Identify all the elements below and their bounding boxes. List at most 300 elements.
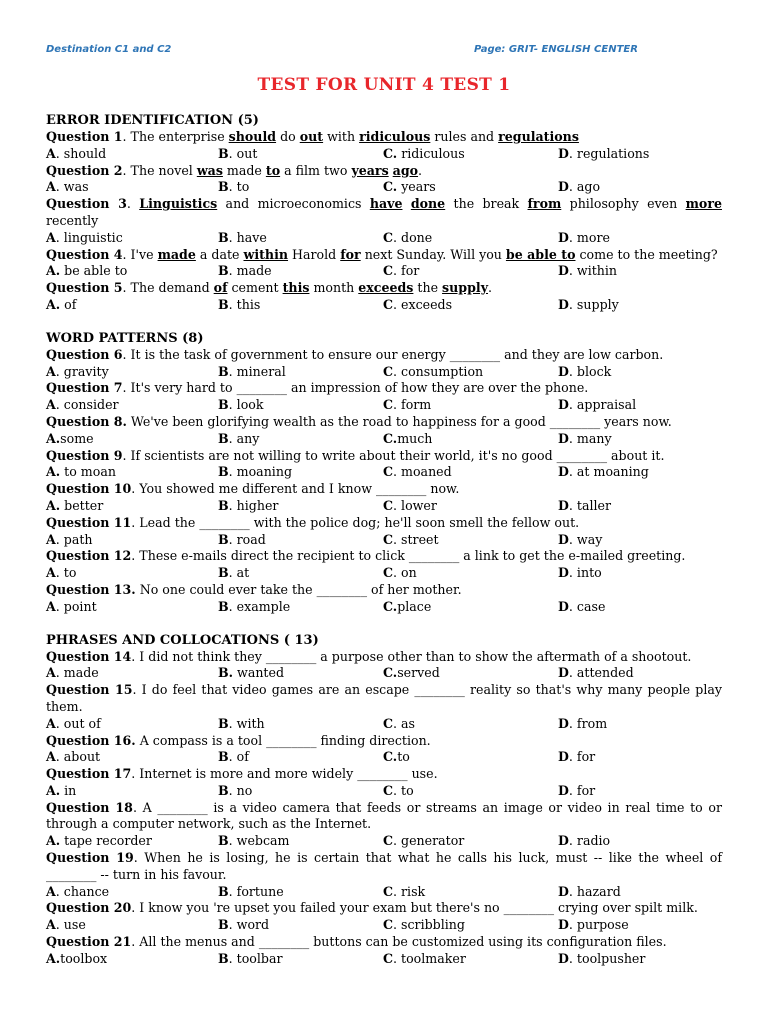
question-stem [46, 649, 722, 666]
question-label: Question 5 [46, 280, 123, 296]
question-text: . When he is losing, he is certain that what he calls his luck, must -- like the wheel of ________ -- turn in his favour. [46, 850, 723, 882]
option-text: . consumption [393, 363, 484, 379]
options-row [46, 951, 722, 968]
option-a [46, 833, 152, 850]
option-b [218, 665, 284, 682]
option-text: . example [228, 598, 291, 614]
section-spacer [46, 314, 722, 330]
option-letter: D [558, 464, 569, 480]
options-row [46, 599, 722, 616]
option-letter: D [558, 296, 569, 312]
question-text: . The enterprise [122, 129, 229, 144]
option-d [558, 665, 634, 682]
option-text: . form [393, 397, 432, 413]
option-text: much [397, 430, 433, 446]
options-row [46, 884, 722, 901]
question-text: philosophy even [561, 196, 686, 212]
option-text: . out of [55, 715, 101, 731]
option-b [218, 833, 289, 850]
underlined-word: have [369, 196, 403, 212]
question-label: Question 2 [46, 162, 123, 178]
option-a [46, 884, 109, 901]
question-stem [46, 163, 722, 180]
option-letter: C [383, 397, 394, 413]
options-row [46, 716, 722, 733]
underlined-word: this [282, 280, 310, 296]
option-letter: B [218, 749, 229, 765]
option-text: ridiculous [397, 145, 465, 161]
option-letter: A [46, 749, 56, 765]
question-label: Question 14 [46, 648, 132, 664]
question-stem [46, 548, 722, 565]
option-text: . taller [568, 497, 612, 513]
option-text: . exceeds [393, 296, 453, 312]
option-b [218, 749, 249, 766]
question-text: do [276, 129, 300, 144]
option-letter: B [218, 833, 229, 849]
option-text: . should [55, 145, 107, 161]
option-letter: C. [383, 598, 398, 614]
option-letter: A [46, 179, 56, 195]
option-d [558, 833, 610, 850]
option-text: . toolbar [228, 950, 283, 966]
option-letter: A. [46, 296, 61, 312]
option-c [383, 464, 452, 481]
option-text: . more [568, 229, 610, 245]
option-text: . moaned [393, 464, 452, 480]
question-stem [46, 766, 722, 783]
option-b [218, 498, 278, 515]
option-text: . was [55, 179, 89, 195]
option-letter: C [383, 950, 394, 966]
question-label: Question 8. [46, 413, 127, 429]
underlined-word: done [410, 196, 446, 212]
option-text: . consider [55, 397, 119, 413]
option-letter: C. [383, 430, 398, 446]
option-text: . with [228, 715, 265, 731]
options-row [46, 917, 722, 934]
question-label: Question 6 [46, 346, 123, 362]
option-d [558, 230, 610, 247]
underlined-word: regulations [498, 129, 579, 144]
option-a [46, 951, 107, 968]
option-text: . moaning [228, 464, 293, 480]
question-stem [46, 280, 722, 297]
option-c [383, 297, 452, 314]
option-letter: D [558, 598, 569, 614]
option-text: . purpose [568, 917, 629, 933]
question-label: Question 4 [46, 246, 123, 262]
option-d [558, 599, 605, 616]
option-c [383, 749, 410, 766]
options-row [46, 397, 722, 414]
option-b [218, 297, 260, 314]
option-d [558, 532, 602, 549]
option-letter: D [558, 565, 569, 581]
option-c [383, 599, 431, 616]
option-letter: A [46, 363, 56, 379]
question-text: . The novel [122, 162, 197, 178]
option-letter: B [218, 782, 229, 798]
options-row [46, 833, 722, 850]
option-a [46, 179, 89, 196]
question-text: . [126, 196, 140, 212]
question-stem [46, 682, 722, 716]
option-c [383, 498, 437, 515]
option-a [46, 297, 76, 314]
option-letter: D [558, 145, 569, 161]
underlined-word: for [340, 246, 361, 262]
section-title: WORD PATTERNS (8) [46, 330, 204, 346]
option-letter: B [218, 715, 229, 731]
option-text: . at [228, 565, 250, 581]
option-d [558, 716, 607, 733]
option-letter: C [383, 229, 394, 245]
option-text: . way [568, 531, 603, 547]
option-text: . no [228, 782, 253, 798]
option-text: . about [55, 749, 101, 765]
option-text: . from [568, 715, 608, 731]
option-letter: A. [46, 782, 61, 798]
option-text: . street [393, 531, 439, 547]
option-text: served [397, 665, 440, 681]
option-letter: B [218, 363, 229, 379]
option-text: . risk [393, 883, 426, 899]
question-text: . [418, 162, 423, 178]
question-text: . I've [122, 246, 158, 262]
option-letter: A [46, 565, 56, 581]
question-text: . A ________ is a video camera that feeds or streams an image or video in real time to or through a computer network, such as the Internet. [46, 799, 722, 832]
underlined-word: made [157, 246, 196, 262]
option-b [218, 716, 265, 733]
option-letter: D [558, 229, 569, 245]
option-d [558, 464, 649, 481]
question-text: We've been glorifying wealth as the road to happiness for a good ________ years now. [126, 413, 672, 429]
option-letter: A [46, 397, 56, 413]
question-text: with [323, 129, 360, 144]
option-letter: C [383, 531, 394, 547]
option-letter: B [218, 598, 229, 614]
option-c [383, 532, 439, 549]
option-text: . webcam [228, 833, 290, 849]
question-stem [46, 800, 722, 834]
option-letter: D [558, 397, 569, 413]
option-text: . radio [568, 833, 611, 849]
underlined-word: years [351, 162, 389, 178]
option-text: . generator [393, 833, 465, 849]
question-stem [46, 196, 722, 230]
option-c [383, 665, 440, 682]
question-text: next Sunday. Will you [360, 246, 506, 262]
option-d [558, 565, 602, 582]
question-stem [46, 129, 722, 146]
option-text: to moan [60, 464, 116, 480]
option-letter: A [46, 715, 56, 731]
question-text: rules and [430, 129, 499, 144]
option-text: . have [228, 229, 267, 245]
header-book-title: Destination C1 and C2 [46, 44, 172, 55]
option-letter: B [218, 497, 229, 513]
option-d [558, 917, 629, 934]
options-row [46, 179, 722, 196]
question-text: recently [46, 212, 99, 228]
option-b [218, 464, 292, 481]
option-text: . ago [568, 179, 601, 195]
option-letter: C. [383, 665, 398, 681]
underlined-word: within [243, 246, 289, 262]
option-letter: B [218, 397, 229, 413]
options-row [46, 498, 722, 515]
option-letter: A. [46, 430, 61, 446]
option-b [218, 179, 249, 196]
option-c [383, 884, 425, 901]
question-label: Question 16. [46, 732, 136, 748]
question-text: Harold [288, 246, 341, 262]
option-a [46, 464, 116, 481]
option-text: in [60, 782, 77, 798]
option-letter: A [46, 917, 56, 933]
option-text: . gravity [55, 363, 109, 379]
question-text: a film two [280, 162, 352, 178]
option-letter: C [383, 833, 394, 849]
option-letter: D [558, 950, 569, 966]
option-text: . higher [228, 497, 279, 513]
option-a [46, 431, 94, 448]
options-row [46, 749, 722, 766]
question-label: Question 12 [46, 548, 132, 564]
option-c [383, 397, 431, 414]
option-text: . block [568, 363, 612, 379]
option-d [558, 749, 595, 766]
option-letter: A [46, 145, 56, 161]
option-b [218, 599, 290, 616]
option-a [46, 783, 76, 800]
question-label: Question 19 [46, 850, 134, 866]
option-letter: C [383, 715, 394, 731]
option-letter: C [383, 363, 394, 379]
question-stem [46, 347, 722, 364]
question-text: . All the menus and ________ buttons can be customized using its configuration files. [131, 934, 667, 950]
option-letter: C [383, 782, 394, 798]
test-content [46, 112, 722, 968]
option-text: . mineral [228, 363, 286, 379]
options-row [46, 532, 722, 549]
options-row [46, 263, 722, 280]
option-letter: D [558, 263, 569, 279]
option-a [46, 146, 106, 163]
option-c [383, 565, 417, 582]
option-text: . attended [568, 665, 634, 681]
option-letter: D [558, 782, 569, 798]
option-d [558, 498, 611, 515]
option-d [558, 884, 621, 901]
option-b [218, 431, 259, 448]
question-stem [46, 900, 722, 917]
option-a [46, 498, 103, 515]
option-letter: A. [46, 497, 61, 513]
question-text: made [222, 162, 266, 178]
option-text: . path [55, 531, 93, 547]
question-text: . [488, 280, 493, 296]
option-letter: B [218, 263, 229, 279]
question-text [402, 196, 410, 211]
option-a [46, 364, 109, 381]
option-d [558, 783, 595, 800]
option-letter: B [218, 229, 229, 245]
options-row [46, 146, 722, 163]
option-letter: D [558, 363, 569, 379]
option-text: . supply [568, 296, 619, 312]
option-c [383, 431, 432, 448]
underlined-word: be able to [505, 246, 576, 262]
option-d [558, 431, 612, 448]
option-b [218, 783, 252, 800]
underlined-word: exceeds [358, 280, 414, 296]
option-letter: A [46, 229, 56, 245]
option-letter: C [383, 263, 394, 279]
option-b [218, 364, 286, 381]
option-c [383, 951, 466, 968]
option-b [218, 884, 284, 901]
option-text: . made [228, 263, 272, 279]
option-a [46, 397, 119, 414]
question-stem [46, 850, 722, 884]
option-letter: A [46, 531, 56, 547]
option-text: . for [393, 263, 420, 279]
option-text: . linguistic [55, 229, 123, 245]
option-b [218, 951, 283, 968]
option-letter: C [383, 565, 394, 581]
option-c [383, 917, 465, 934]
option-letter: B [218, 179, 229, 195]
option-text: better [60, 497, 104, 513]
option-text: . to [228, 179, 250, 195]
underlined-word: ago [392, 162, 419, 178]
question-label: Question 17 [46, 766, 132, 782]
option-text: . made [55, 665, 99, 681]
option-a [46, 665, 99, 682]
option-c [383, 179, 436, 196]
option-b [218, 146, 257, 163]
question-text: month [309, 280, 359, 296]
question-text: . You showed me different and I know ________ now. [131, 481, 460, 497]
underlined-word: Linguistics [139, 196, 218, 212]
option-text: toolbox [60, 950, 108, 966]
option-b [218, 565, 249, 582]
option-letter: C [383, 883, 394, 899]
option-c [383, 833, 464, 850]
option-b [218, 263, 272, 280]
question-text: the [413, 280, 443, 296]
option-text: . to [393, 782, 414, 798]
option-d [558, 146, 649, 163]
option-text: . to [55, 565, 77, 581]
option-text: . out [228, 145, 258, 161]
option-letter: A [46, 598, 56, 614]
option-letter: D [558, 531, 569, 547]
option-d [558, 179, 600, 196]
options-row [46, 364, 722, 381]
option-letter: C [383, 917, 394, 933]
option-letter: D [558, 917, 569, 933]
option-text: . done [393, 229, 433, 245]
question-text: . If scientists are not willing to write about their world, it's no good ________ about it. [122, 447, 665, 463]
underlined-word: out [299, 129, 324, 144]
option-letter: B [218, 917, 229, 933]
question-stem [46, 934, 722, 951]
option-text: . as [393, 715, 416, 731]
question-text: . I know you 're upset you failed your exam but there's no ________ crying over spilt milk. [131, 900, 698, 916]
question-stem [46, 481, 722, 498]
option-letter: B [218, 950, 229, 966]
options-row [46, 464, 722, 481]
option-text: . chance [55, 883, 110, 899]
option-c [383, 263, 419, 280]
option-letter: C. [383, 749, 398, 765]
underlined-word: from [527, 196, 562, 212]
option-a [46, 263, 127, 280]
option-c [383, 364, 483, 381]
option-d [558, 397, 636, 414]
underlined-word: more [685, 196, 722, 212]
underlined-word: supply [442, 280, 489, 296]
option-text: . toolmaker [393, 950, 466, 966]
option-d [558, 297, 619, 314]
option-text: . appraisal [568, 397, 637, 413]
option-text: . hazard [568, 883, 621, 899]
option-text: . on [393, 565, 417, 581]
question-text: . I did not think they ________ a purpose other than to show the aftermath of a shootout. [131, 648, 692, 664]
options-row [46, 665, 722, 682]
option-letter: A. [46, 464, 61, 480]
options-row [46, 297, 722, 314]
test-title: TEST FOR UNIT 4 TEST 1 [257, 75, 511, 95]
options-row [46, 431, 722, 448]
underlined-word: should [228, 129, 277, 144]
section-spacer [46, 616, 722, 632]
question-text: . It is the task of government to ensure our energy ________ and they are low carbon. [122, 346, 664, 362]
option-text: years [397, 179, 436, 195]
question-label: Question 9 [46, 447, 123, 463]
question-text: . Internet is more and more widely ________ use. [131, 766, 438, 782]
option-text: . within [568, 263, 618, 279]
question-text: No one could ever take the ________ of her mother. [135, 581, 462, 597]
option-letter: C [383, 296, 394, 312]
option-d [558, 951, 645, 968]
option-letter: A. [46, 263, 61, 279]
option-a [46, 565, 76, 582]
options-row [46, 565, 722, 582]
option-text: . road [228, 531, 266, 547]
question-stem [46, 448, 722, 465]
option-c [383, 146, 465, 163]
question-stem [46, 414, 722, 431]
option-c [383, 716, 415, 733]
option-letter: B [218, 565, 229, 581]
option-letter: B [218, 296, 229, 312]
option-text: . this [228, 296, 261, 312]
option-letter: D [558, 833, 569, 849]
header-page-label: Page: GRIT- ENGLISH CENTER [474, 44, 638, 55]
option-text: . regulations [568, 145, 650, 161]
option-letter: A. [46, 833, 61, 849]
underlined-word: ridiculous [359, 129, 431, 144]
option-d [558, 364, 611, 381]
option-text: place [397, 598, 432, 614]
option-c [383, 783, 414, 800]
option-letter: D [558, 715, 569, 731]
option-text: tape recorder [60, 833, 152, 849]
